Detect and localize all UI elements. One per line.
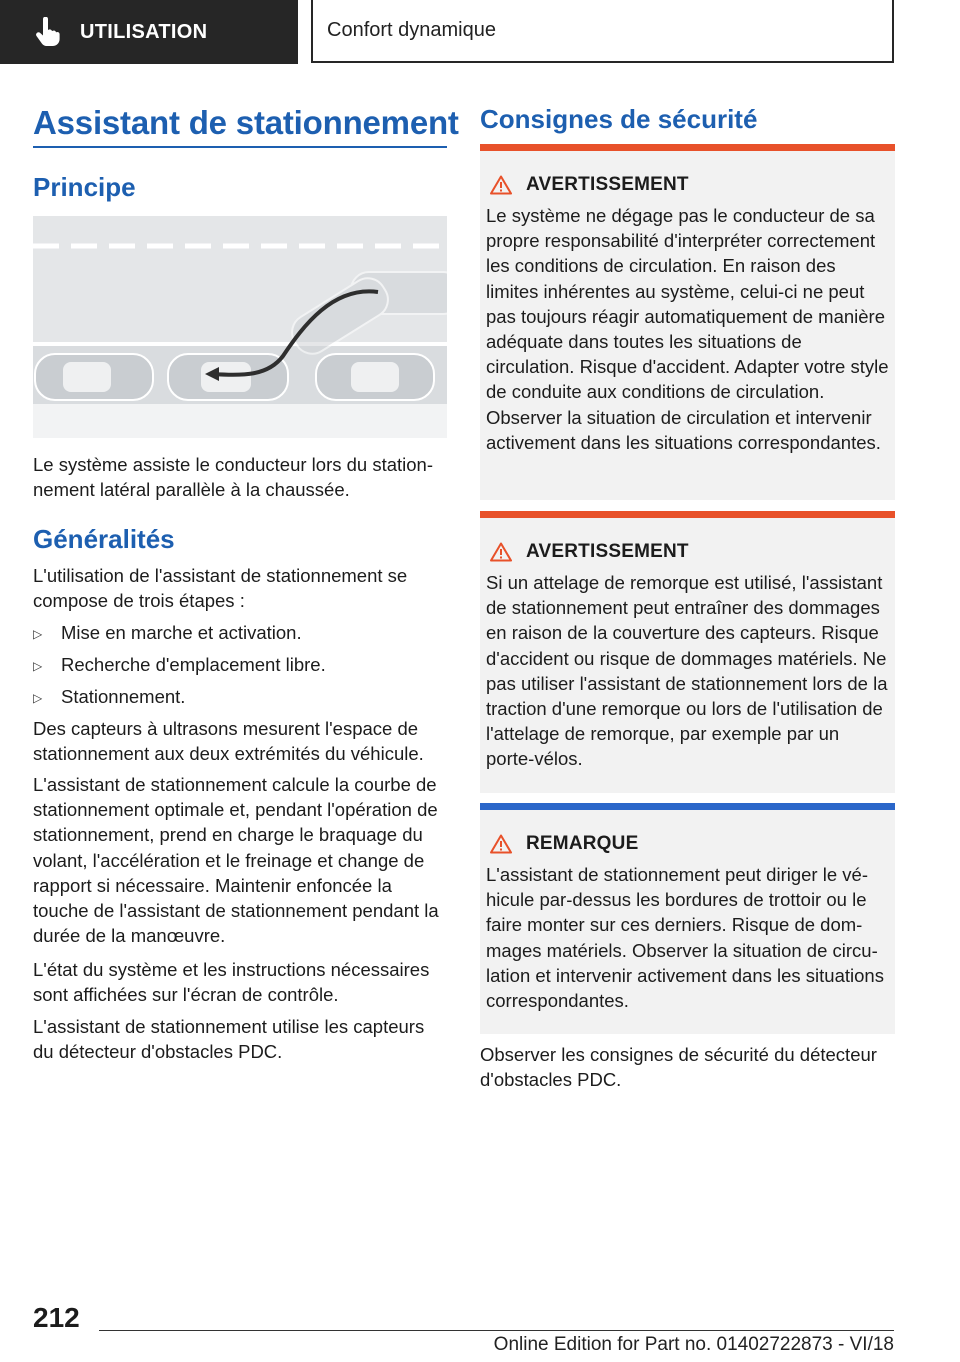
safety-heading: Consignes de sécurité (480, 104, 758, 134)
warning-box-2 (480, 511, 895, 793)
parked-car-right (316, 354, 434, 400)
display-paragraph: L'état du système et les instructions nécessaires sont affichées sur l'écran de contrôle. (33, 959, 430, 1006)
steps-list (33, 620, 326, 716)
step-text: Mise en marche et activation. (61, 622, 302, 643)
note-triangle-icon (490, 834, 512, 854)
parked-car-left (35, 354, 153, 400)
note-box (480, 803, 895, 1034)
section-tab-label: UTILISATION (80, 20, 208, 43)
principe-heading: Principe (33, 172, 136, 202)
warning-title: AVERTISSEMENT (526, 174, 689, 195)
edition-text: Online Edition for Part no. 01402722873 - VI/18 (493, 1334, 894, 1355)
note-bar (480, 803, 895, 810)
section-tab[interactable] (0, 0, 298, 64)
list-item (33, 684, 326, 716)
warning-bar (480, 511, 895, 518)
step-text: Stationnement. (61, 686, 186, 707)
parking-diagram-image (33, 216, 447, 438)
warning-text: Si un attelage de remorque est utilisé, l'assistant de stationnement peut entraîner des dommages en raison de la couverture des capteurs. Risque d'accident ou risque de dommages matériels. Ne pas utiliser l'assistant de stationnement lors de la traction d'une remorque ou lors de l'utilisation de l'attelage de remorque, par exemple par un porte-vélos. (486, 572, 888, 770)
warning-bar (480, 144, 895, 151)
generalites-intro: L'utilisation de l'assistant de stationnement se compose de trois étapes : (33, 565, 408, 612)
footer-rule (99, 1330, 894, 1331)
list-item (33, 620, 326, 652)
step-text: Recherche d'emplacement libre. (61, 654, 326, 675)
hand-pointer-icon (34, 17, 62, 47)
warning-triangle-icon (490, 542, 512, 562)
triangle-bullet-icon: ▷ (33, 691, 43, 705)
generalites-heading: Généralités (33, 524, 175, 554)
target-car (168, 354, 288, 400)
principe-text: Le système assiste le conducteur lors du stationnement latéral parallèle à la chaussée. (33, 454, 434, 501)
warning-box-1 (480, 144, 895, 500)
triangle-bullet-icon: ▷ (33, 659, 43, 673)
calculation-paragraph: L'assistant de stationnement calcule la courbe de stationnement optimale et, pendant l'opération de stationnement, prend en charge le braquage du volant, l'accélération et le freinage et change de rapport si nécessaire. Maintenir enfoncée la touche de l'assistant de stationnement pendant la durée de la manœuvre. (33, 774, 439, 947)
pdc-paragraph: L'assistant de stationnement utilise les capteurs du détecteur d'obstacles PDC. (33, 1016, 425, 1063)
note-title: REMARQUE (526, 833, 639, 854)
triangle-bullet-icon: ▷ (33, 627, 43, 641)
list-item (33, 652, 326, 684)
note-text: L'assistant de stationnement peut diriger le véhicule par-dessus les bordures de trottoir ou le faire monter sur ces derniers. Risque de dommages matériels. Observer la situation de circulation et intervenir activement dans les situations correspondantes. (486, 864, 884, 1012)
title-underline (33, 146, 447, 148)
warning-text: Le système ne dégage pas le conducteur de sa propre responsabilité d'interpréter correctement les conditions de circulation. En raison des limites inhérentes au système, celui-ci ne peut pas toujours réagir automatiquement de manière adéquate dans toutes les situations de circulation. Risque d'accident. Adapter votre style de conduite aux conditions de circulation. Observer la situation de circulation et intervenir activement dans les situations correspondantes. (486, 205, 889, 453)
warning-triangle-icon (490, 175, 512, 195)
chapter-title: Confort dynamique (311, 0, 894, 63)
page-title: Assistant de stationnement (33, 104, 459, 141)
closing-paragraph: Observer les consignes de sécurité du détecteur d'obstacles PDC. (480, 1044, 877, 1091)
warning-title: AVERTISSEMENT (526, 541, 689, 562)
page-number: 212 (33, 1302, 80, 1333)
ultrasonic-paragraph: Des capteurs à ultrasons mesurent l'espace de stationnement aux deux extrémités du véhicule. (33, 718, 424, 765)
parking-illustration (33, 216, 447, 438)
